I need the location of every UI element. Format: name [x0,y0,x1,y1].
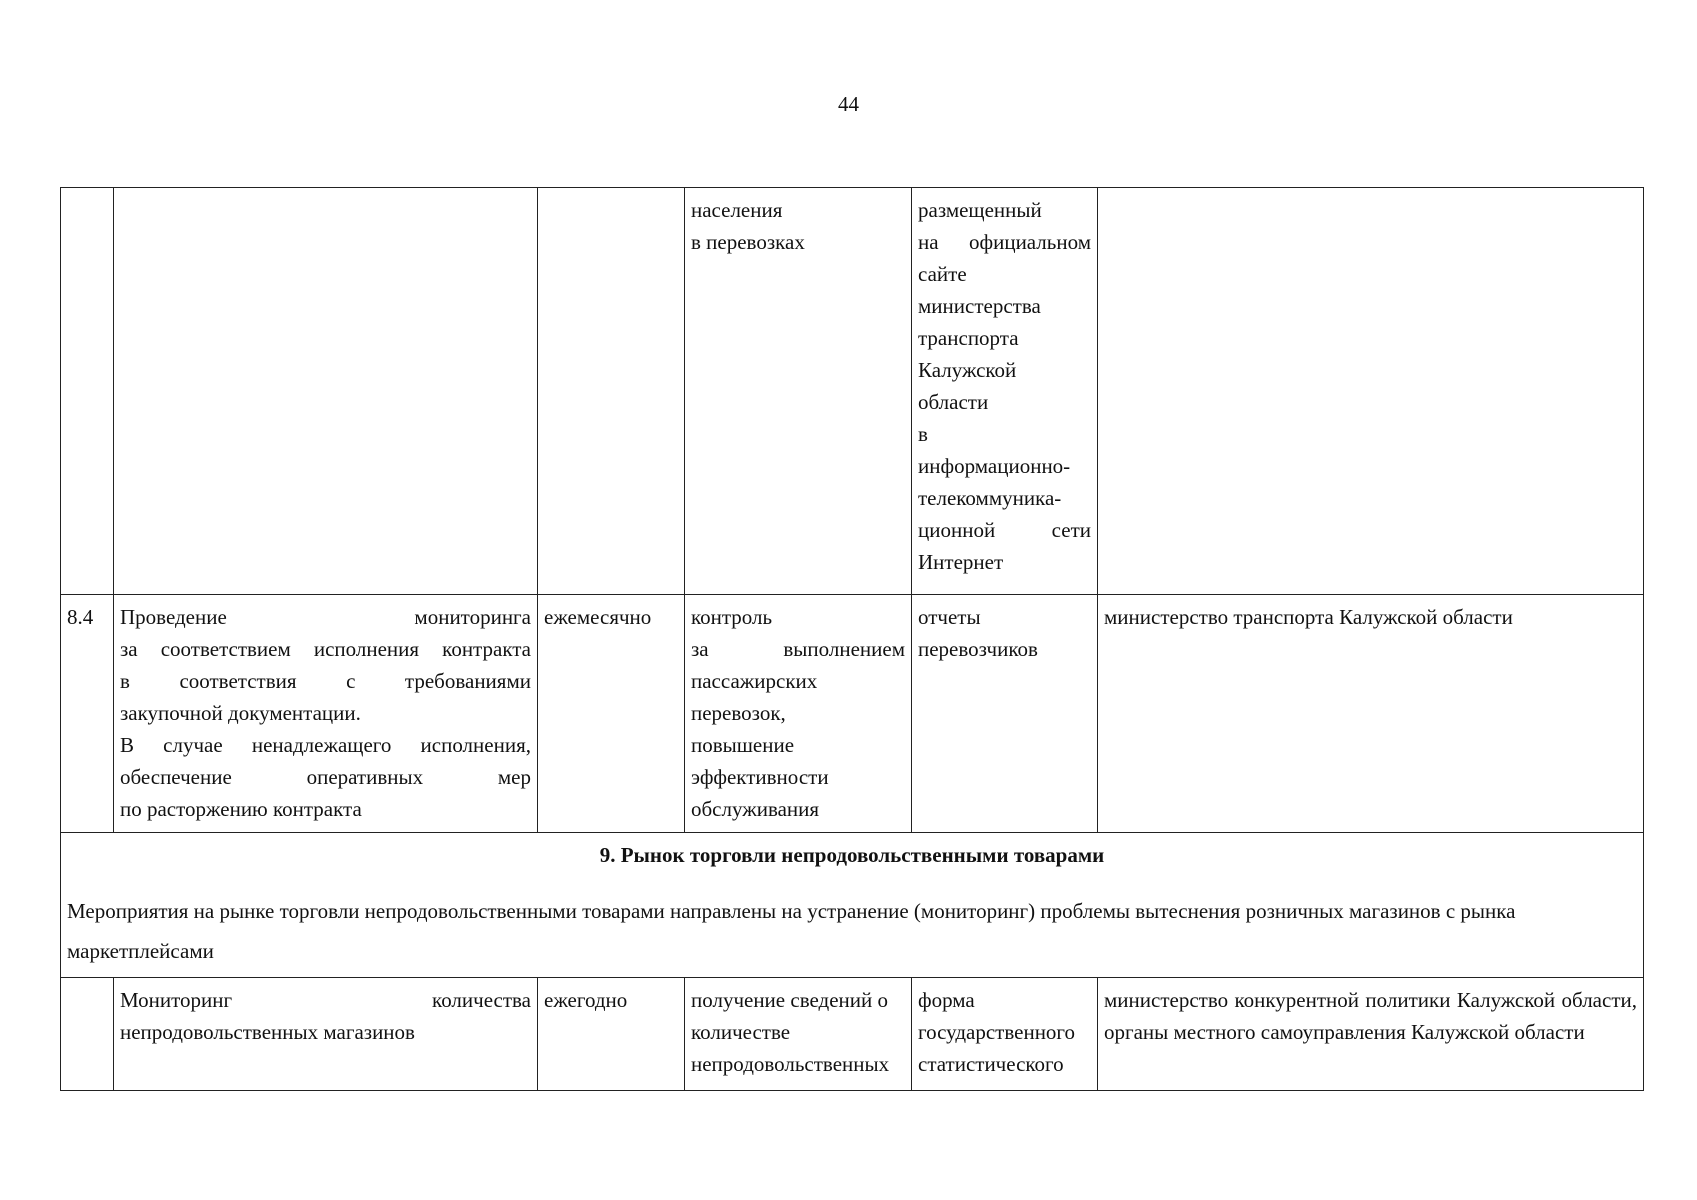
document-line: Интернет [918,550,1004,574]
measure-line: обеспечение оперативных мер [120,765,531,789]
result-line: населения [691,198,783,222]
measure-line: непродовольственных магазинов [120,1020,415,1044]
cell-document [912,595,1098,833]
cell-result [685,188,912,595]
cell-measure [114,978,538,1091]
table-row-continuation [61,188,1644,595]
cell-number: 8.4 [61,595,114,833]
document-line: форма [918,988,975,1012]
document-line: телекоммуника- [918,486,1062,510]
measure-line: В случае ненадлежащего исполнения, [120,733,531,757]
measure-line: за соответствием исполнения контракта [120,637,531,661]
cell-document [912,978,1098,1091]
document-line: статистического [918,1052,1064,1076]
cell-responsible: министерство конкурентной политики Калужской области, органы местного самоуправления Калужской области [1098,978,1644,1091]
cell-responsible: министерство транспорта Калужской области [1098,595,1644,833]
result-line: повышение [691,733,795,757]
measure-line: по расторжению контракта [120,797,362,821]
document-line: Калужской [918,358,1017,382]
cell-measure [114,188,538,595]
table-row-8-4 [61,595,1644,833]
cell-number [61,188,114,595]
section-9-row [61,833,1644,978]
result-line: непродовольственных [691,1052,890,1076]
document-line: ционной сети [918,518,1091,542]
document-line: транспорта [918,326,1019,350]
cell-result [685,595,912,833]
document-line: на официальном [918,230,1091,254]
cell-measure [114,595,538,833]
document-line: области [918,390,989,414]
cell-responsible [1098,188,1644,595]
cell-number [61,978,114,1091]
document-line: размещенный [918,198,1042,222]
document-line: государственного [918,1020,1076,1044]
result-line: получение сведений о [691,988,888,1012]
section-title: 9. Рынок торговли непродовольственными товарами [599,843,1105,867]
document-line: министерства [918,294,1041,318]
cell-result [685,978,912,1091]
cell-document [912,188,1098,595]
result-line: за выполнением [691,637,905,661]
measure-line: в соответствия с требованиями [120,669,531,693]
result-line: в перевозках [691,230,805,254]
measure-line: Проведение мониторинга [120,605,531,629]
document-line: в [918,422,928,446]
cell-period [538,188,685,595]
cell-period: ежемесячно [538,595,685,833]
result-line: эффективности [691,765,829,789]
table-row-monitoring [61,978,1644,1091]
document-line: отчеты [918,605,981,629]
document-line: перевозчиков [918,637,1038,661]
document-line: информационно- [918,454,1071,478]
cell-period: ежегодно [538,978,685,1091]
section-9-cell [61,833,1644,978]
measure-line: закупочной документации. [120,701,361,725]
page-number: 44 [838,92,859,116]
result-line: контроль [691,605,773,629]
section-description: Мероприятия на рынке торговли непродовольственными товарами направлены на устранение (мониторинг) проблемы вытеснения розничных магазинов с рынка маркетплейсами [67,899,1516,963]
result-line: обслуживания [691,797,820,821]
result-line: количестве [691,1020,791,1044]
document-line: сайте [918,262,967,286]
measure-line: Мониторинг количества [120,988,531,1012]
measures-table [60,187,1644,1091]
result-line: пассажирских [691,669,818,693]
result-line: перевозок, [691,701,786,725]
